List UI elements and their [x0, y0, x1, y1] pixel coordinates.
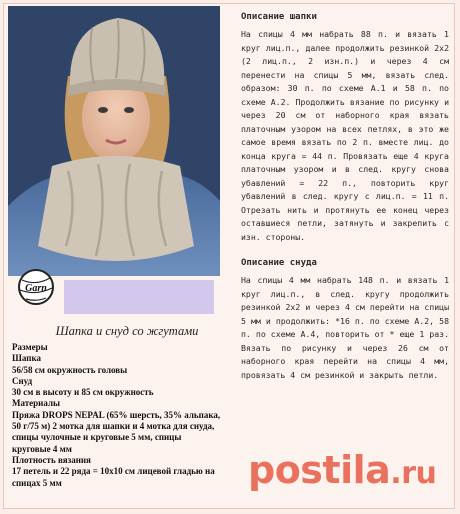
- spec-line: Плотность вязания: [12, 454, 91, 465]
- hat-description: На спицы 4 мм набрать 88 п. и вязать 1 круг лиц.п., далее продолжить резинкой 2х2 (2 лиц.п., 2 изн.п.) и через 4 см перенести на спицы 5 мм, вязать след. образом: 30 п. по схеме А.1 и 58 п. по схеме А.2. Продолжить вязание по рисунку и через 20 см от наборного края вязать платочным узором на всех петлях, в это же самое время вязать по 2 п. вместе лиц. до конца круга = 44 п. Провязать еще 4 круга платочным узором и в след. кругу снова убавлений = 22 п., повторить круг убавлений в след. кругу с лиц.п. = 11 п. Отрезать нить и протянуть ее конец через оставшиеся петли, затянуть и закрепить с изн. стороны.: [241, 29, 449, 242]
- spec-line: Шапка: [12, 353, 41, 364]
- spec-line: Снуд: [12, 375, 33, 386]
- model-photo: [8, 6, 220, 276]
- watermark-name: postila: [248, 448, 391, 492]
- decor-band: [64, 280, 214, 314]
- spec-line: 17 петель и 22 ряда = 10х10 см лицевой гладью на спицах 5 мм: [12, 466, 215, 488]
- yarn-ball-icon: [14, 266, 58, 308]
- logo-text: Garn: [25, 283, 47, 294]
- hat-heading: Описание шапки: [241, 12, 317, 22]
- instructions-column: [241, 12, 449, 382]
- spec-line: 30 см в высоту и 85 см окружность: [12, 387, 154, 398]
- watermark-suffix: .ru: [390, 456, 437, 491]
- photo-illustration: [8, 6, 220, 276]
- garn-logo: [14, 266, 58, 308]
- spec-line: 56/58 см окружность головы: [12, 364, 128, 375]
- snood-heading: Описание снуда: [241, 258, 317, 268]
- spec-line: Размеры: [12, 342, 48, 352]
- spec-line: Пряжа DROPS NEPAL (65% шерсть, 35% альпака, 50 г/75 м) 2 мотка для шапки и 4 мотка для снуда, спицы чулочные и круговые 5 мм, спицы круговые 4 мм: [12, 409, 221, 454]
- spec-line: Материалы: [12, 398, 61, 409]
- specs-block: [12, 342, 222, 489]
- pattern-title: Шапка и снуд со жгутами: [55, 324, 199, 338]
- watermark: [248, 448, 436, 492]
- snood-description: На спицы 4 мм набрать 148 п. и вязать 1 круг лиц.п., в след. кругу продолжить резинкой 2х2 и через 4 см перейти на спицы 5 мм и продолжить: *16 п. по схеме А.2, 58 п. по схеме А.4, повторить от * еще 1 раз. Вязать по рисунку и через 26 см от наборного края перейти на спицы 4 мм, провязать 4 см резинкой и закрыть петли.: [241, 275, 449, 380]
